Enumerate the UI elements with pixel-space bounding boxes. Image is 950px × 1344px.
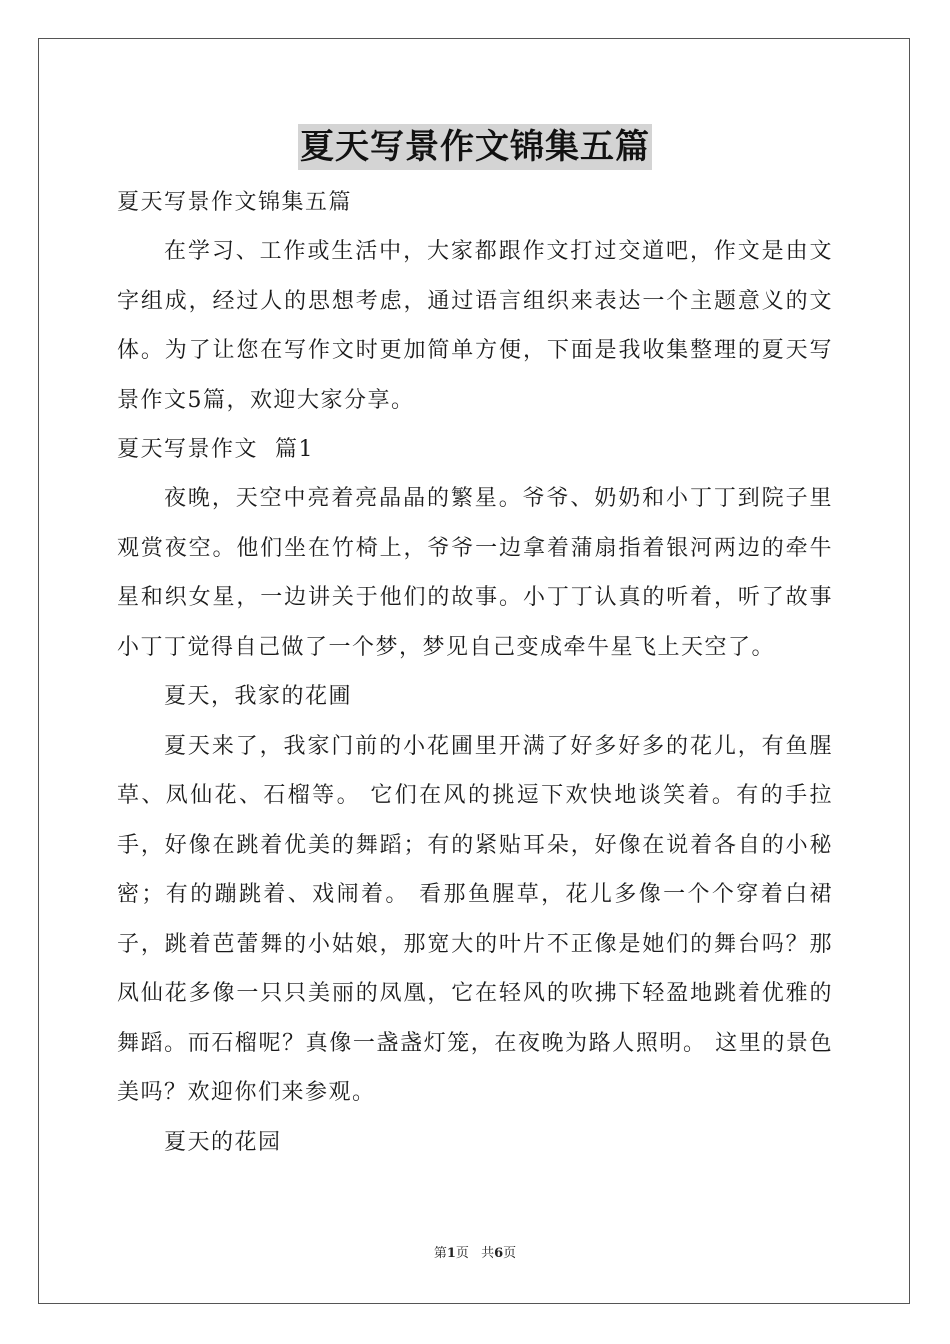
- page-indicator: [434, 1246, 469, 1261]
- subheading-flower-bed: 夏天，我家的花圃: [164, 684, 353, 709]
- total-prefix: 共: [481, 1246, 495, 1261]
- subtitle-line: 夏天写景作文锦集五篇: [117, 190, 353, 215]
- story-paragraph-night: 夜晚，天空中亮着亮晶晶的繁星。爷爷、奶奶和小丁丁到院子里观赏夜空。他们坐在竹椅上，爷爷一边拿着蒲扇指着银河两边的牵牛星和织女星，一边讲关于他们的故事。小丁丁认真的听着，听了故事小丁丁觉得自己做了一个梦，梦见自己变成牵牛星飞上天空了。: [117, 486, 833, 660]
- document-body: [117, 178, 833, 1167]
- total-pages: 6: [494, 1246, 504, 1261]
- subheading-summer-garden: 夏天的花园: [164, 1129, 282, 1155]
- page-number: 1: [446, 1246, 456, 1261]
- document-title: 夏天写景作文锦集五篇: [298, 124, 652, 170]
- page-suffix: 页: [455, 1246, 469, 1261]
- title-container: [0, 124, 950, 170]
- page-prefix: 第: [433, 1246, 447, 1261]
- page-footer: [0, 1245, 950, 1263]
- story-paragraph-flower-bed: 夏天来了，我家门前的小花圃里开满了好多好多的花儿，有鱼腥草、凤仙花、石榴等。 它们在风的挑逗下欢快地谈笑着。有的手拉手，好像在跳着优美的舞蹈；有的紧贴耳朵，好像在说着各自的小秘密；有的蹦跳着、戏闹着。 看那鱼腥草，花儿多像一个个穿着白裙子，跳着芭蕾舞的小姑娘，那宽大的叶片不正像是她们的舞台吗？那凤仙花多像一只只美丽的凤凰，它在轻风的吹拂下轻盈地跳着优雅的舞蹈。而石榴呢？真像一盏盏灯笼，在夜晚为路人照明。 这里的景色美吗？欢迎你们来参观。: [117, 733, 833, 1105]
- total-pages-indicator: [481, 1246, 516, 1261]
- total-suffix: 页: [503, 1246, 517, 1261]
- intro-paragraph: 在学习、工作或生活中，大家都跟作文打过交道吧，作文是由文字组成，经过人的思想考虑，通过语言组织来表达一个主题意义的文体。为了让您在写作文时更加简单方便，下面是我收集整理的夏天写景作文5篇，欢迎大家分享。: [117, 239, 833, 413]
- section-heading: 夏天写景作文 篇1: [117, 437, 314, 462]
